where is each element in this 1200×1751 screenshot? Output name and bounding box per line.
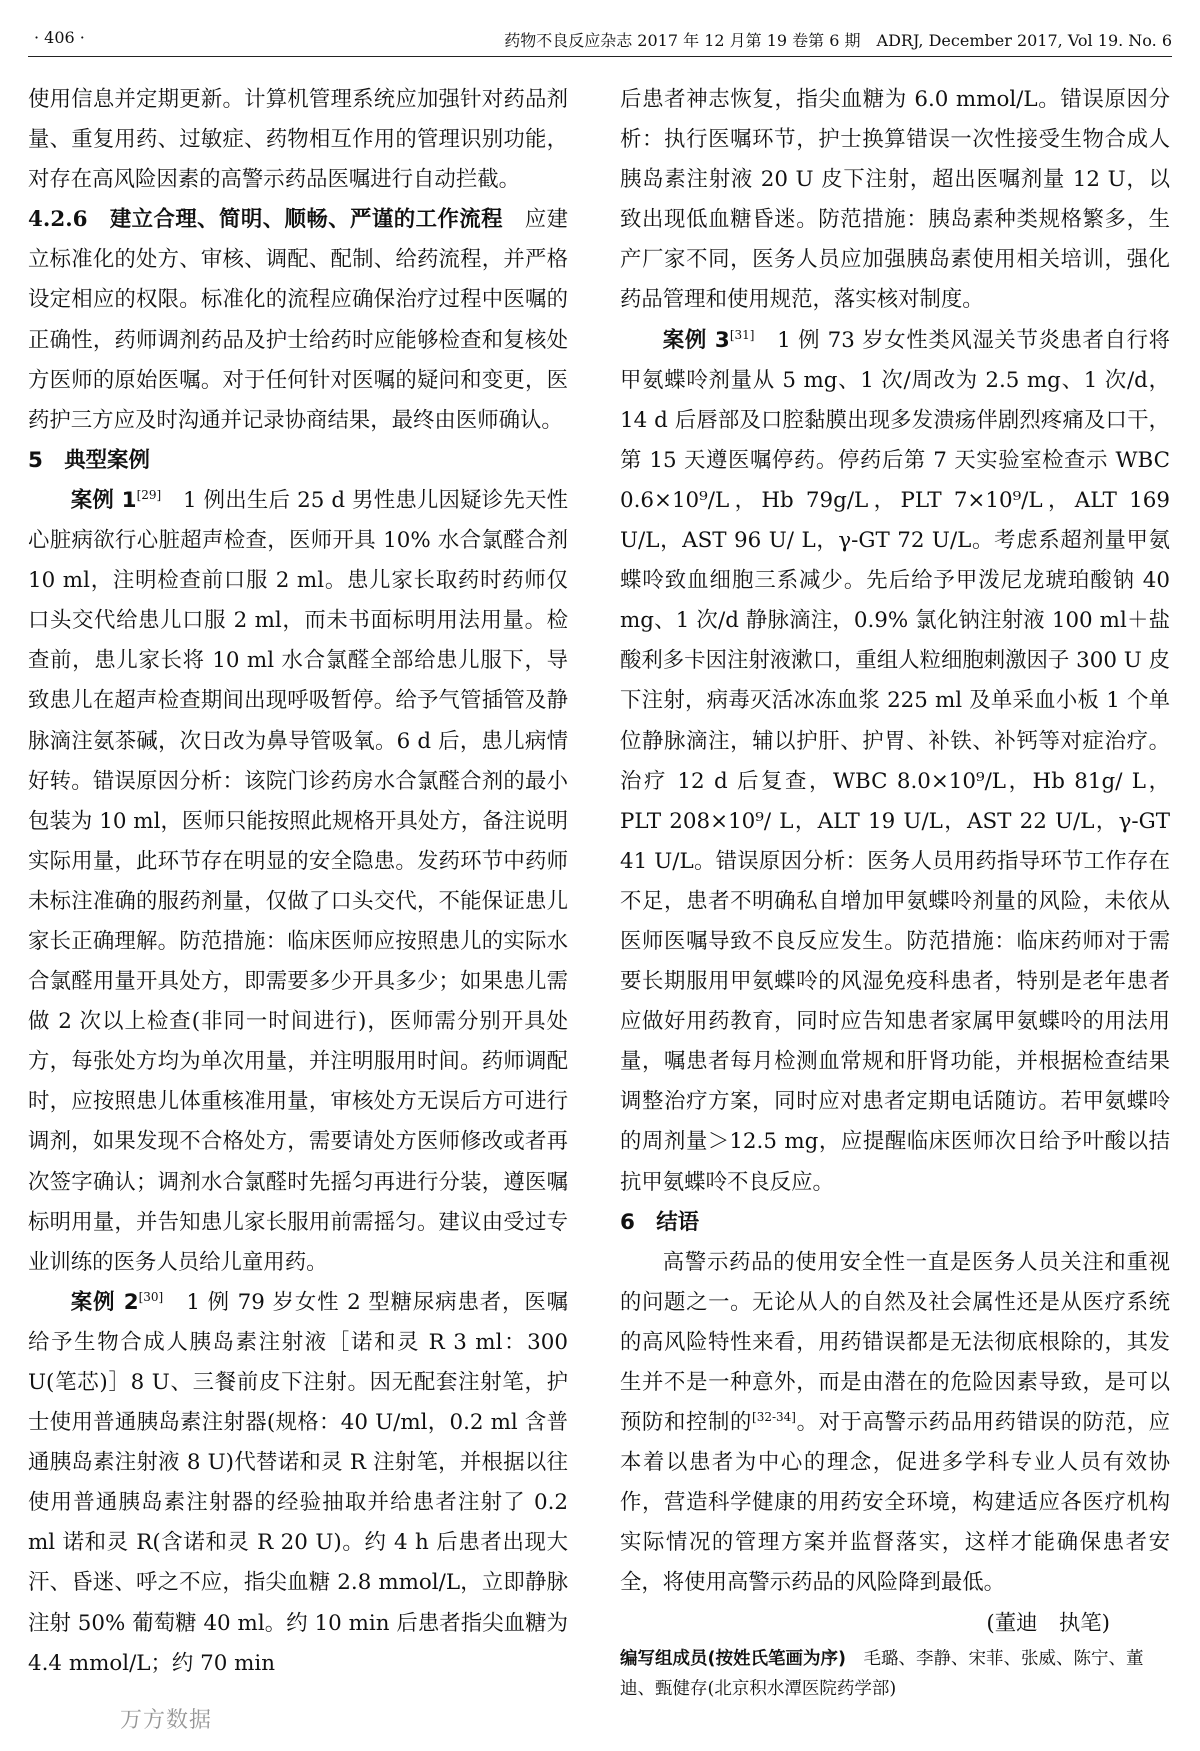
conclusion-text-b: 。对于高警示药品用药错误的防范，应本着以患者为中心的理念，促进多学科专业人员有效协作，营造科学健康的用药安全环境，构建适应各医疗机构实际情况的管理方案并监督落实，这样才能确保患者安全，将使用高警示药品的风险降到最低。 — [620, 1410, 1170, 1596]
paragraph-4-2-5-end: 使用信息并定期更新。计算机管理系统应加强针对药品剂量、重复用药、过敏症、药物相互作用的管理识别功能，对存在高风险因素的高警示药品医嘱进行自动拦截。 — [28, 87, 568, 193]
case-1-label: 案例 1 — [70, 487, 137, 513]
left-column — [28, 80, 568, 1684]
section-4-2-6-title: 4.2.6 建立合理、简明、顺畅、严谨的工作流程 — [28, 207, 503, 233]
case-1 — [28, 481, 568, 1283]
case-2-label: 案例 2 — [70, 1289, 139, 1315]
conclusion — [620, 1243, 1170, 1604]
case-2-text: 1 例 79 岁女性 2 型糖尿病患者，医嘱给予生物合成人胰岛素注射液［诺和灵 R 3 ml：300 U(笔芯)］8 U、三餐前皮下注射。因无配套注射笔，护士使用普通胰岛素注射器(规格：40 U/ml，0.2 ml 含普通胰岛素注射液 8 U)代替诺和灵 R 注射笔，并根据以往使用普通胰岛素注射器的经验抽取并给患者注射了 0.2 ml 诺和灵 R(含诺和灵 R 20 U)。约 4 h 后患者出现大汗、昏迷、呼之不应，指尖血糖 2.8 mmol/L，立即静脉注射 50% 葡萄糖 40 ml。约 10 min 后患者指尖血糖为 4.4 mmol/L；约 70 min — [28, 1289, 568, 1676]
watermark: 万方数据 — [120, 1708, 213, 1733]
case-2-ref: [30] — [138, 1289, 164, 1304]
conclusion-ref: [32-34] — [752, 1409, 796, 1424]
case-3-label: 案例 3 — [662, 327, 730, 353]
case-2-continued: 后患者神志恢复，指尖血糖为 6.0 mmol/L。错误原因分析：执行医嘱环节，护士换算错误一次性接受生物合成人胰岛素注射液 20 U 皮下注射，超出医嘱剂量 12 U，以致出现低血糖昏迷。防范措施：胰岛素种类规格繁多，生产厂家不同，医务人员应加强胰岛素使用相关培训，强化药品管理和使用规范，落实核对制度。 — [620, 87, 1170, 313]
section-5-heading: 5 典型案例 — [28, 447, 150, 473]
section-6-heading: 6 结语 — [620, 1209, 700, 1235]
case-3-ref: [31] — [729, 327, 755, 342]
running-header — [28, 16, 1172, 57]
author-list-label: 编写组成员(按姓氏笔画为序) — [620, 1648, 846, 1669]
section-4-2-6 — [28, 200, 568, 441]
case-3 — [620, 321, 1170, 1203]
journal-citation: 药物不良反应杂志 2017 年 12 月第 19 卷第 6 期 ADRJ, December 2017, Vol 19. No. 6 — [504, 31, 1172, 50]
section-4-2-6-text: 应建立标准化的处方、审核、调配、配制、给药流程，并严格设定相应的权限。标准化的流程应确保治疗过程中医嘱的正确性，药师调剂药品及护士给药时应能够检查和复核处方医师的原始医嘱。对于任何针对医嘱的疑问和变更，医药护三方应及时沟通并记录协商结果，最终由医师确认。 — [28, 207, 568, 433]
page-number: · 406 · — [34, 28, 85, 47]
author-list-names: 毛璐、李静、宋菲、张威、陈宁、董迪、甄健存(北京积水潭医院药学部) — [620, 1648, 1144, 1699]
conclusion-text-a: 高警示药品的使用安全性一直是医务人员关注和重视的问题之一。无论从人的自然及社会属性还是从医疗系统的高风险特性来看，用药错误都是无法彻底根除的，其发生并不是一种意外，而是由潜在的危险因素导致，是可以预防和控制的 — [620, 1249, 1170, 1436]
case-2 — [28, 1283, 568, 1684]
case-1-ref: [29] — [136, 487, 162, 502]
case-3-text: 1 例 73 岁女性类风湿关节炎患者自行将甲氨蝶呤剂量从 5 mg、1 次/周改为 2.5 mg、1 次/d，14 d 后唇部及口腔黏膜出现多发溃疡伴剧烈疼痛及口干，第 15 天遵医嘱停药。停药后第 7 天实验室检查示 WBC 0.6×10⁹/L，Hb 79g/L，PLT 7×10⁹/L，ALT 169 U/L，AST 96 U/ L，γ-GT 72 U/L。考虑系超剂量甲氨蝶呤致血细胞三系减少。先后给予甲泼尼龙琥珀酸钠 40 mg、1 次/d 静脉滴注，0.9% 氯化钠注射液 100 ml＋盐酸利多卡因注射液漱口，重组人粒细胞刺激因子 300 U 皮下注射，病毒灭活冰冻血浆 225 ml 及单采血小板 1 个单位静脉滴注，辅以护肝、护胃、补铁、补钙等对症治疗。治疗 12 d 后复查，WBC 8.0×10⁹/L，Hb 81g/ L，PLT 208×10⁹/ L，ALT 19 U/L，AST 22 U/L，γ-GT 41 U/L。错误原因分析：医务人员用药指导环节工作存在不足，患者不明确私自增加甲氨蝶呤剂量的风险，未依从医师医嘱导致不良反应发生。防范措施：临床药师对于需要长期服用甲氨蝶呤的风湿免疫科患者，特别是老年患者应做好用药教育，同时应告知患者家属甲氨蝶呤的用法用量，嘱患者每月检测血常规和肝肾功能，并根据检查结果调整治疗方案，同时应对患者定期电话随访。若甲氨蝶呤的周剂量＞12.5 mg，应提醒临床医师次日给予叶酸以拮抗甲氨蝶呤不良反应。 — [620, 327, 1170, 1195]
author-list — [620, 1644, 1170, 1704]
case-1-text: 1 例出生后 25 d 男性患儿因疑诊先天性心脏病欲行心脏超声检查，医师开具 10% 水合氯醛合剂 10 ml，注明检查前口服 2 ml。患儿家长取药时药师仅口头交代给患儿口服 2 ml，而未书面标明用法用量。检查前，患儿家长将 10 ml 水合氯醛全部给患儿服下，导致患儿在超声检查期间出现呼吸暂停。给予气管插管及静脉滴注氨茶碱，次日改为鼻导管吸氧。6 d 后，患儿病情好转。错误原因分析：该院门诊药房水合氯醛合剂的最小包装为 10 ml，医师只能按照此规格开具处方，备注说明实际用量，此环节存在明显的安全隐患。发药环节中药师未标注准确的服药剂量，仅做了口头交代，不能保证患儿家长正确理解。防范措施：临床医师应按照患儿的实际水合氯醛用量开具处方，即需要多少开具多少；如果患儿需做 2 次以上检查(非同一时间进行)，医师需分别开具处方，每张处方均为单次用量，并注明服用时间。药师调配时，应按照患儿体重核准用量，审核处方无误后方可进行调剂，如果发现不合格处方，需要请处方医师修改或者再次签字确认；调剂水合氯醛时先摇匀再进行分装，遵医嘱标明用量，并告知患儿家长服用前需摇匀。建议由受过专业训练的医务人员给儿童用药。 — [28, 487, 568, 1275]
right-column — [620, 80, 1170, 1704]
editor-credit: (董迪 执笔) — [986, 1610, 1110, 1636]
